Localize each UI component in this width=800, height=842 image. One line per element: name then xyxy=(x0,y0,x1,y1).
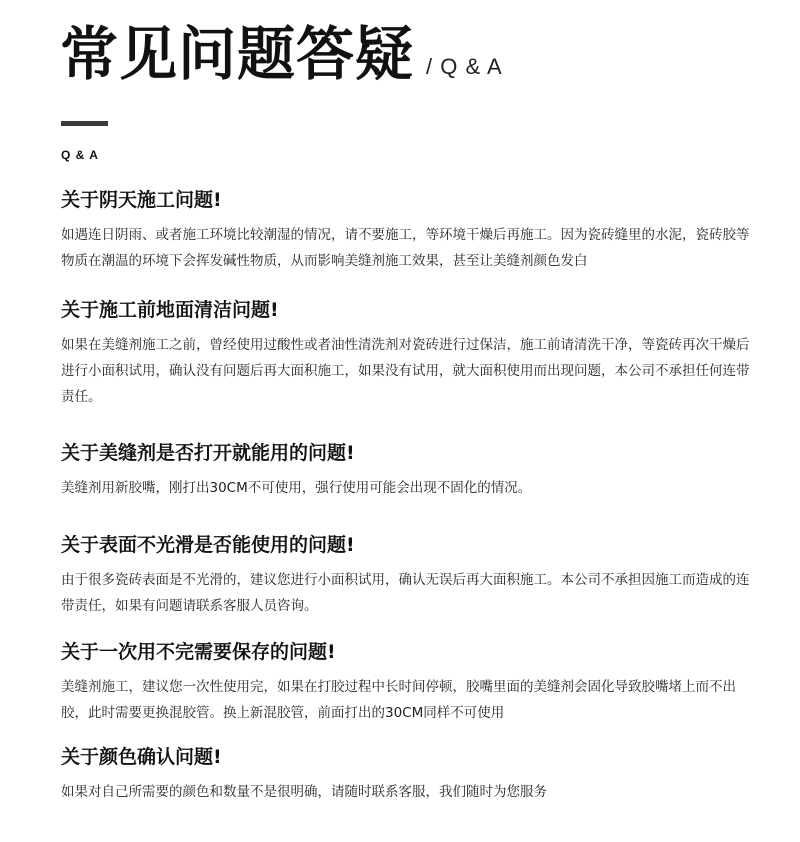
faq-answer: 如果对自己所需要的颜色和数量不是很明确，请随时联系客服，我们随时为您服务 xyxy=(61,784,547,800)
faq-answer: 如果在美缝剂施工之前，曾经使用过酸性或者油性清洗剂对瓷砖进行过保洁，施工前请清洗干净，等瓷砖再次干燥后进行小面积试用，确认没有问题后再大面积施工，如果没有试用，就大面积使用而出现问题，本公司不承担任何连带责任。 xyxy=(61,337,750,405)
faq-question: 关于一次用不完需要保存的问题! xyxy=(61,641,336,663)
faq-item-rough-surface xyxy=(61,533,761,619)
section-label: Q & A xyxy=(61,148,99,162)
faq-item-ready-to-use xyxy=(61,441,761,501)
faq-question: 关于颜色确认问题! xyxy=(61,746,222,768)
faq-item-cloudy-weather xyxy=(61,188,761,274)
page-header xyxy=(60,22,503,86)
faq-question: 关于表面不光滑是否能使用的问题! xyxy=(61,534,355,556)
faq-answer: 由于很多瓷砖表面是不光滑的，建议您进行小面积试用，确认无误后再大面积施工。本公司不承担因施工而造成的连带责任，如果有问题请联系客服人员咨询。 xyxy=(61,572,750,614)
faq-item-storage xyxy=(61,640,761,726)
page-title: 常见问题答疑 xyxy=(60,20,415,88)
faq-answer: 如遇连日阴雨、或者施工环境比较潮湿的情况，请不要施工，等环境干燥后再施工。因为瓷砖缝里的水泥，瓷砖胶等物质在潮温的环境下会挥发碱性物质，从而影响美缝剂施工效果，甚至让美缝剂颜色发白 xyxy=(61,227,750,269)
title-divider xyxy=(61,121,108,126)
faq-question: 关于阴天施工问题! xyxy=(61,189,222,211)
faq-item-color-confirmation xyxy=(61,745,761,805)
faq-item-floor-cleaning xyxy=(61,298,761,410)
faq-answer: 美缝剂施工，建议您一次性使用完，如果在打胶过程中长时间停顿，胶嘴里面的美缝剂会固化导致胶嘴堵上而不出胶，此时需要更换混胶管。换上新混胶管，前面打出的30CM同样不可使用 xyxy=(61,679,736,721)
page-subtitle: / Q & A xyxy=(426,54,503,79)
faq-question: 关于施工前地面清洁问题! xyxy=(61,299,279,321)
faq-question: 关于美缝剂是否打开就能用的问题! xyxy=(61,442,355,464)
faq-answer: 美缝剂用新胶嘴，刚打出30CM不可使用，强行使用可能会出现不固化的情况。 xyxy=(61,480,532,496)
